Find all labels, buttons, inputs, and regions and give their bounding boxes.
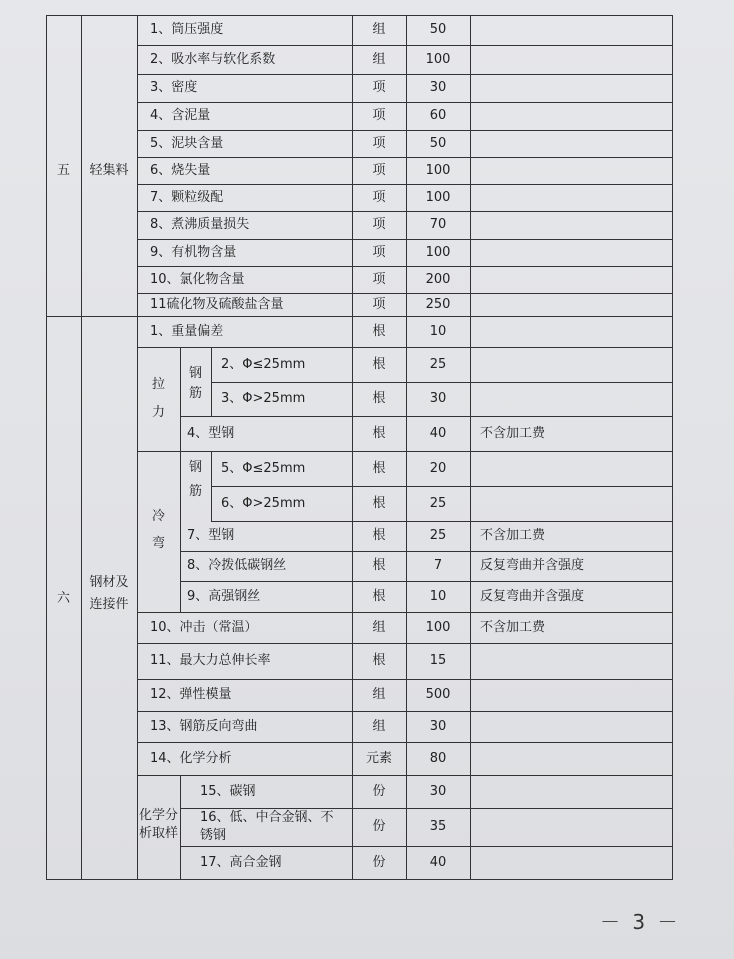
item-label: 8、冷拨低碳钢丝	[187, 558, 287, 573]
unit-cell: 组	[372, 619, 386, 635]
price-cell: 40	[429, 854, 447, 870]
sub-label-bending: 冷	[151, 509, 165, 524]
table-rule	[46, 879, 673, 880]
item-label: 15、碳钢	[200, 783, 256, 799]
price-cell: 30	[429, 391, 447, 406]
sub-label-rebar: 筋	[188, 386, 202, 401]
item-label: 6、Φ>25mm	[221, 495, 306, 511]
item-label: 3、密度	[150, 80, 198, 95]
item-label: 7、型钢	[187, 528, 235, 543]
unit-cell: 项	[372, 135, 386, 151]
category-label: 轻集料	[89, 163, 129, 178]
price-cell: 500	[425, 687, 451, 702]
item-label: 14、化学分析	[150, 750, 232, 766]
table-rule	[137, 711, 673, 712]
note-cell: 反复弯曲并含强度	[480, 558, 585, 573]
item-label: 10、冲击（常温）	[150, 619, 258, 635]
sub-label-rebar: 钢	[188, 460, 202, 475]
sub-label-chem: 化学分	[138, 808, 178, 823]
unit-cell: 项	[372, 108, 386, 123]
item-label: 9、有机物含量	[150, 244, 237, 260]
item-label: 10、氯化物含量	[150, 271, 245, 287]
table-rule	[180, 775, 181, 880]
unit-cell: 根	[372, 356, 386, 372]
table-rule	[211, 382, 673, 383]
table-rule	[137, 643, 673, 644]
unit-cell: 根	[372, 495, 386, 511]
item-label: 2、吸水率与软化系数	[150, 51, 276, 67]
item-label: 5、泥块含量	[150, 135, 224, 151]
table-rule	[137, 102, 673, 103]
unit-cell: 根	[372, 323, 386, 339]
unit-cell: 根	[372, 391, 386, 406]
price-cell: 100	[425, 162, 451, 178]
table-rule	[46, 316, 673, 317]
price-cell: 30	[429, 80, 447, 95]
table-rule	[211, 347, 212, 417]
item-label: 5、Φ≤25mm	[221, 460, 306, 476]
price-cell: 15	[429, 653, 447, 668]
item-label: 13、钢筋反向弯曲	[150, 718, 258, 734]
unit-cell: 份	[372, 854, 386, 870]
item-label: 4、型钢	[187, 425, 235, 441]
price-cell: 250	[425, 296, 451, 312]
item-label: 11硫化物及硫酸盐含量	[150, 296, 284, 312]
unit-cell: 元素	[365, 750, 392, 766]
item-label: 16、低、中合金钢、不	[200, 810, 334, 825]
price-cell: 60	[429, 108, 447, 123]
note-cell: 不含加工费	[480, 425, 546, 441]
price-cell: 10	[429, 323, 447, 339]
item-label: 6、烧失量	[150, 162, 211, 178]
unit-cell: 项	[372, 271, 386, 287]
table-rule	[46, 15, 673, 16]
unit-cell: 项	[372, 244, 386, 260]
table-rule	[46, 15, 47, 880]
table-rule	[137, 45, 673, 46]
unit-cell: 份	[372, 783, 386, 799]
unit-cell: 根	[372, 588, 386, 604]
unit-cell: 项	[372, 80, 386, 95]
item-label: 1、重量偏差	[150, 323, 224, 339]
price-cell: 80	[429, 750, 447, 766]
table-rule	[81, 15, 82, 880]
item-label: 17、高合金钢	[200, 854, 282, 870]
unit-cell: 份	[372, 819, 386, 834]
table-rule	[180, 846, 673, 847]
item-label: 12、弹性模量	[150, 687, 232, 702]
table-rule	[180, 581, 673, 582]
note-cell: 反复弯曲并含强度	[480, 588, 585, 604]
item-label: 3、Φ>25mm	[221, 391, 306, 406]
unit-cell: 根	[372, 528, 386, 543]
table-rule	[672, 15, 673, 880]
table-rule	[137, 15, 138, 880]
table-rule	[470, 15, 471, 880]
table-rule	[137, 775, 673, 776]
price-cell: 35	[429, 819, 447, 834]
item-label: 8、煮沸质量损失	[150, 217, 250, 232]
table-rule	[180, 551, 673, 552]
table-rule	[211, 486, 673, 487]
price-cell: 25	[429, 356, 447, 372]
unit-cell: 根	[372, 653, 386, 668]
table-rule	[137, 239, 673, 240]
table-rule	[180, 808, 673, 809]
table-rule	[137, 612, 673, 613]
table-rule	[211, 451, 212, 522]
section-number: 五	[56, 163, 70, 178]
unit-cell: 项	[372, 217, 386, 232]
price-cell: 100	[425, 51, 451, 67]
unit-cell: 组	[372, 718, 386, 734]
item-label: 9、高强钢丝	[187, 588, 261, 604]
price-cell: 10	[429, 588, 447, 604]
section-number: 六	[56, 591, 70, 606]
unit-cell: 根	[372, 425, 386, 441]
unit-cell: 项	[372, 189, 386, 205]
price-cell: 100	[425, 244, 451, 260]
note-cell: 不含加工费	[480, 528, 546, 543]
sub-label-bending: 弯	[151, 536, 165, 551]
price-cell: 100	[425, 189, 451, 205]
item-label: 4、含泥量	[150, 108, 211, 123]
item-label: 锈钢	[200, 828, 227, 843]
unit-cell: 组	[372, 22, 386, 37]
price-table	[46, 15, 672, 879]
page-number: － 3 －	[600, 910, 681, 934]
table-rule	[137, 74, 673, 75]
table-rule	[137, 679, 673, 680]
sub-label-tension: 力	[151, 405, 165, 420]
table-rule	[137, 347, 673, 348]
unit-cell: 根	[372, 558, 386, 573]
price-cell: 30	[429, 783, 447, 799]
price-cell: 200	[425, 271, 451, 287]
price-cell: 25	[429, 495, 447, 511]
table-rule	[137, 266, 673, 267]
table-rule	[137, 184, 673, 185]
table-rule	[137, 451, 673, 452]
table-rule	[137, 293, 673, 294]
price-cell: 100	[425, 619, 451, 635]
item-label: 7、颗粒级配	[150, 189, 224, 205]
price-cell: 50	[429, 135, 447, 151]
sub-label-rebar: 钢	[188, 366, 202, 381]
table-rule	[211, 521, 673, 522]
sub-label-chem: 析取样	[138, 826, 178, 841]
item-label: 11、最大力总伸长率	[150, 653, 271, 668]
price-cell: 70	[429, 217, 447, 232]
item-label: 2、Φ≤25mm	[221, 356, 306, 372]
category-label: 连接件	[89, 597, 129, 612]
table-rule	[137, 211, 673, 212]
unit-cell: 根	[372, 460, 386, 476]
price-cell: 40	[429, 425, 447, 441]
table-rule	[180, 416, 673, 417]
table-rule	[137, 157, 673, 158]
price-cell: 25	[429, 528, 447, 543]
table-rule	[137, 130, 673, 131]
sub-label-rebar: 筋	[188, 484, 202, 499]
price-cell: 30	[429, 718, 447, 734]
unit-cell: 项	[372, 162, 386, 178]
sub-label-tension: 拉	[151, 377, 165, 392]
table-rule	[137, 742, 673, 743]
price-cell: 7	[433, 558, 443, 573]
item-label: 1、筒压强度	[150, 22, 224, 37]
unit-cell: 组	[372, 687, 386, 702]
note-cell: 不含加工费	[480, 619, 546, 635]
price-cell: 50	[429, 22, 447, 37]
price-cell: 20	[429, 460, 447, 476]
unit-cell: 组	[372, 51, 386, 67]
unit-cell: 项	[372, 296, 386, 312]
category-label: 钢材及	[89, 575, 129, 590]
